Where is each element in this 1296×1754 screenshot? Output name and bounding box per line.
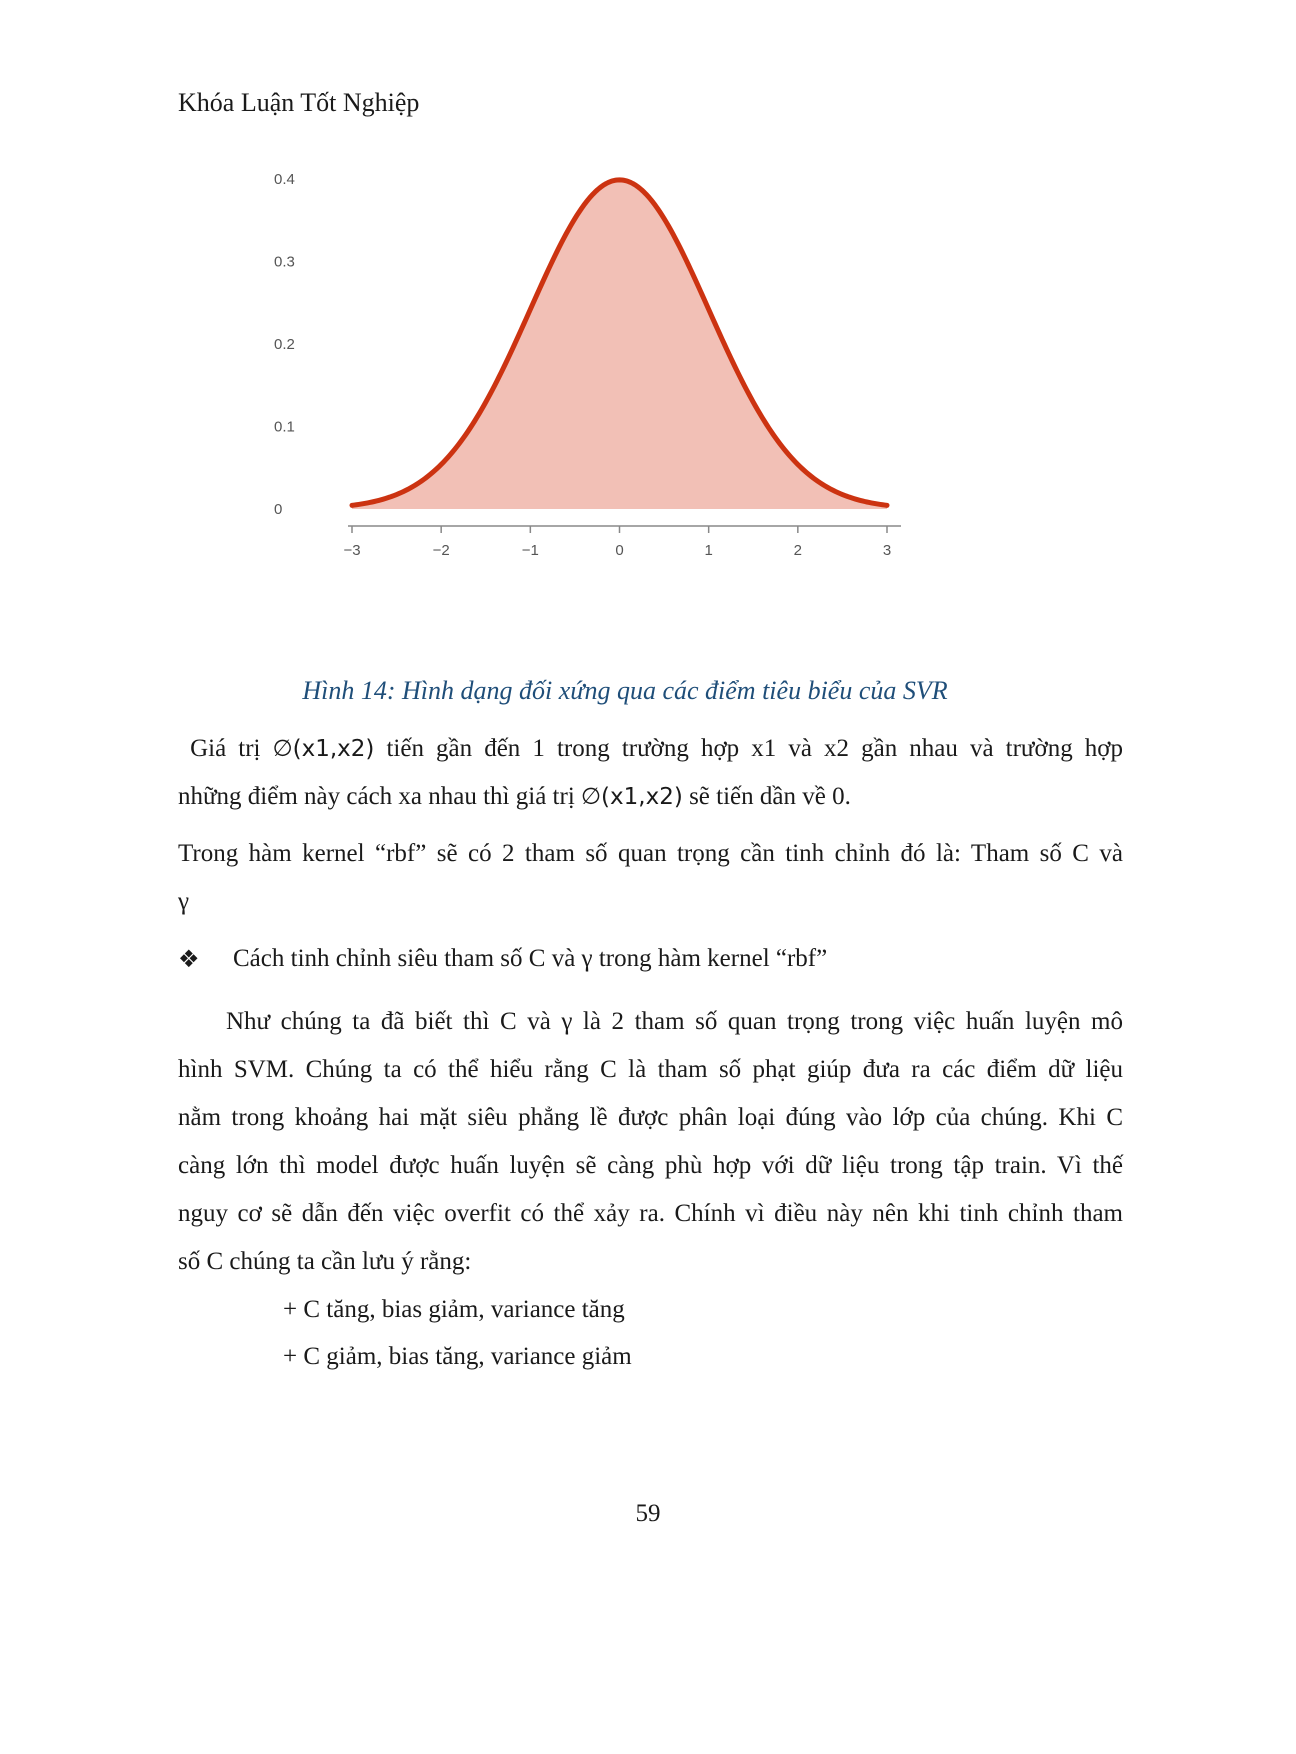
paragraph-line: γ: [178, 888, 190, 915]
figure-caption: Hình 14: Hình dạng đối xứng qua các điểm tiêu biểu của SVR: [302, 676, 948, 705]
x-tick-label: −1: [521, 542, 539, 559]
x-tick-label: −3: [343, 542, 361, 559]
page-number: 59: [635, 1500, 661, 1527]
paragraph-line: Như chúng ta đã biết thì C và γ là 2 tham số quan trọng trong việc huấn luyện mô: [226, 1008, 1123, 1035]
paragraph-line: càng lớn thì model được huấn luyện sẽ càng phù hợp với dữ liệu trong tập train. Vì thế: [178, 1152, 1123, 1179]
y-tick-label: 0: [274, 501, 283, 518]
x-tick-label: 0: [615, 542, 624, 559]
phi-formula: ∅(x1,x2): [581, 784, 683, 810]
x-tick-label: −2: [432, 542, 450, 559]
x-tick-label: 1: [704, 542, 713, 559]
running-header: Khóa Luận Tốt Nghiệp: [178, 88, 420, 117]
diamond-bullet-icon: ❖: [178, 945, 200, 973]
paragraph-line: những điểm này cách xa nhau thì giá trị ∅(x1,x2) sẽ tiến dần về 0.: [178, 783, 851, 810]
paragraph-line: Trong hàm kernel “rbf” sẽ có 2 tham số quan trọng cần tinh chỉnh đó là: Tham số C và: [178, 840, 1123, 867]
paragraph-line: số C chúng ta cần lưu ý rằng:: [178, 1248, 472, 1275]
x-tick-label: 3: [882, 542, 892, 559]
paragraph-c-gamma: [178, 998, 1123, 1286]
list-item: + C giảm, bias tăng, variance giảm: [283, 1343, 632, 1370]
list-item: + C tăng, bias giảm, variance tăng: [283, 1296, 625, 1323]
y-tick-label: 0.3: [274, 253, 295, 271]
gaussian-chart: [274, 171, 1020, 635]
bullet-heading-text: Cách tinh chỉnh siêu tham số C và γ trong hàm kernel “rbf”: [233, 945, 828, 972]
phi-formula: ∅(x1,x2): [272, 736, 375, 762]
paragraph-line: Giá trị ∅(x1,x2) tiến gần đến 1 trong trường hợp x1 và x2 gần nhau và trường hợp: [190, 735, 1123, 762]
paragraph-phi: [178, 725, 1123, 821]
paragraph-line: nằm trong khoảng hai mặt siêu phẳng lề được phân loại đúng vào lớp của chúng. Khi C: [178, 1104, 1123, 1131]
y-tick-label: 0.4: [274, 171, 295, 188]
paragraph-line: hình SVM. Chúng ta có thể hiểu rằng C là tham số phạt giúp đưa ra các điểm dữ liệu: [178, 1056, 1123, 1083]
y-tick-label: 0.1: [274, 418, 295, 436]
y-tick-label: 0.2: [274, 336, 295, 353]
paragraph-rbf-params: [178, 830, 1123, 926]
area-fill: [352, 180, 887, 509]
paragraph-line: nguy cơ sẽ dẫn đến việc overfit có thể xảy ra. Chính vì điều này nên khi tinh chỉnh tham: [178, 1200, 1123, 1227]
x-tick-label: 2: [793, 542, 803, 559]
